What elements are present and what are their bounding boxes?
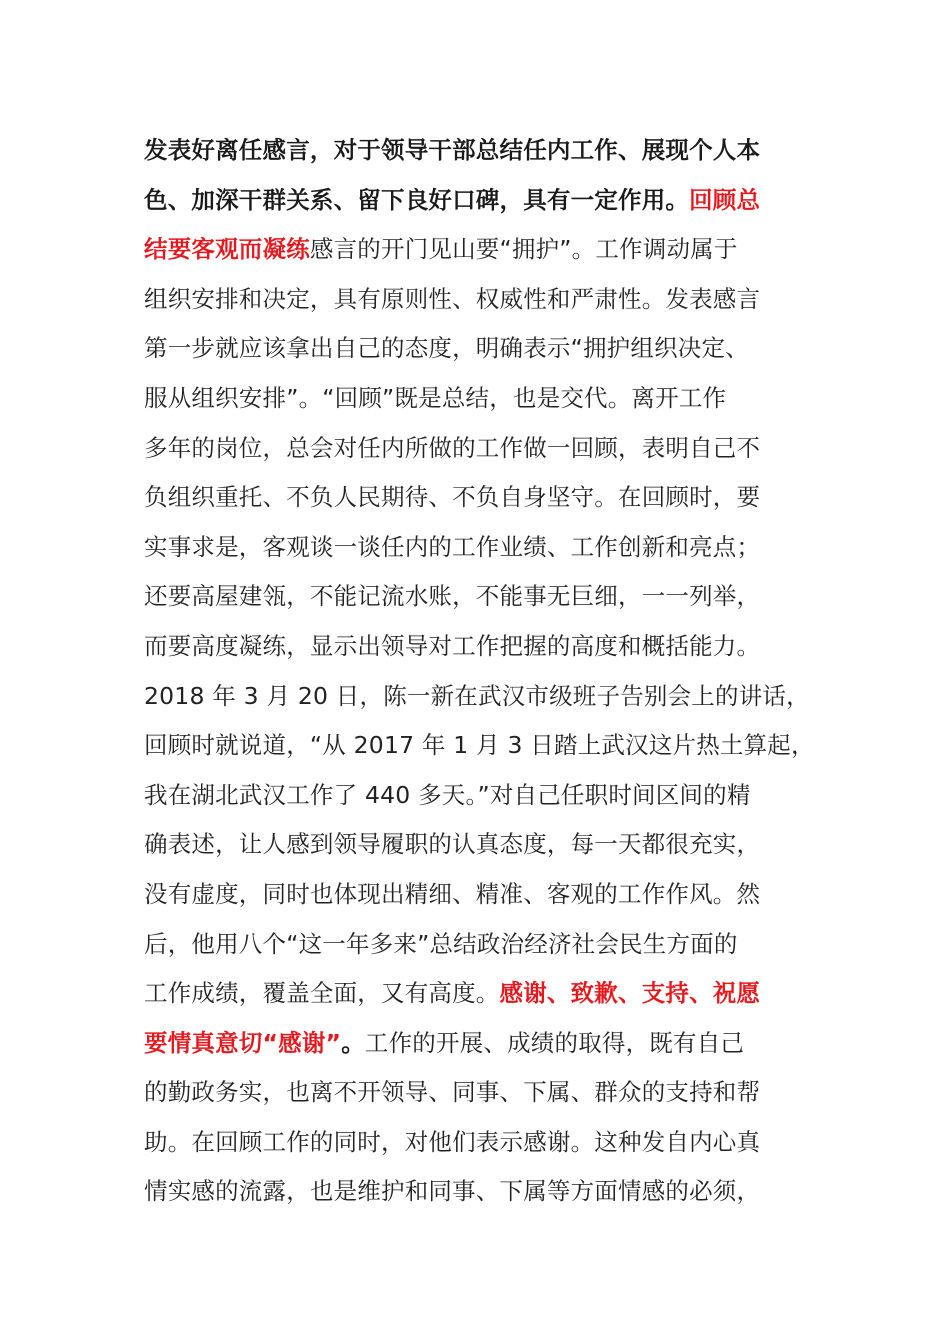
text-line [144,771,824,821]
text-line [144,176,824,226]
body-text-segment: 感言的开门见山要“拥护”。工作调动属于 [309,235,738,264]
text-line [144,523,824,573]
highlight-heading: 要情真意切“感谢” [144,1028,342,1057]
text-line [144,225,824,275]
text-line [144,622,824,672]
text-line [144,870,824,920]
text-line [144,275,824,325]
bold-text: 发表好离任感言，对于领导干部总结任内工作、展现个人本 [144,136,761,164]
text-line [144,672,824,722]
body-text-segment: 确表述，让人感到领导履职的认真态度，每一天都很充实， [144,830,761,859]
text-line [144,424,824,474]
body-text-segment: 还要高屋建瓴，不能记流水账，不能事无巨细，一一列举， [144,582,761,611]
body-text [144,126,824,1217]
body-text-segment: 回顾时就说道，“从 2017 年 1 月 3 日踏上武汉这片热土算起， [144,731,815,760]
body-text-segment: 多年的岗位，总会对任内所做的工作做一回顾，表明自己不 [144,433,761,462]
text-line [144,1167,824,1217]
text-line [144,721,824,771]
body-text-segment: 我在湖北武汉工作了 440 多天。”对自己任职时间区间的精 [144,780,751,809]
body-text-segment: 后，他用八个“这一年多来”总结政治经济社会民生方面的 [144,929,738,958]
text-line [144,969,824,1019]
body-text-segment: 的勤政务实，也离不开领导、同事、下属、群众的支持和帮 [144,1078,761,1107]
bold-text: 色、加深干群关系、留下良好口碑，具有一定作用。 [144,185,690,214]
text-line [144,324,824,374]
text-line [144,1019,824,1069]
text-line [144,1118,824,1168]
body-text-segment: 工作的开展、成绩的取得，既有自己 [364,1028,745,1057]
highlight-heading: 回顾总 [689,185,761,214]
text-line [144,126,824,176]
body-text-segment: 实事求是，客观谈一谈任内的工作业绩、工作创新和亮点； [144,532,761,561]
body-text-segment: 第一步就应该拿出自己的态度，明确表示“拥护组织决定、 [144,334,749,363]
body-text-segment: 而要高度凝练，显示出领导对工作把握的高度和概括能力。 [144,631,761,660]
body-text-segment: 没有虚度，同时也体现出精细、精准、客观的工作作风。然 [144,879,761,908]
body-text-segment: 2018 年 3 月 20 日，陈一新在武汉市级班子告别会上的讲话， [144,681,810,710]
body-text-segment: 情实感的流露，也是维护和同事、下属等方面情感的必须， [144,1177,761,1206]
highlight-heading: 结要客观而凝练 [144,235,310,264]
body-text-segment: 工作成绩，覆盖全面，又有高度。 [144,979,500,1008]
body-text-segment: 服从组织安排”。“回顾”既是总结，也是交代。离开工作 [144,383,727,412]
text-line [144,572,824,622]
highlight-heading: 感谢、致歉、支持、祝愿 [499,979,761,1008]
text-line [144,820,824,870]
text-line [144,1068,824,1118]
text-line [144,374,824,424]
text-line [144,920,824,970]
body-text-segment: 助。在回顾工作的同时，对他们表示感谢。这种发自内心真 [144,1127,761,1156]
body-text-segment: 组织安排和决定，具有原则性、权威性和严肃性。发表感言 [144,284,761,313]
body-text-segment: 负组织重托、不负人民期待、不负自身坚守。在回顾时，要 [144,483,761,512]
bold-text: 。 [341,1028,365,1057]
text-line [144,473,824,523]
